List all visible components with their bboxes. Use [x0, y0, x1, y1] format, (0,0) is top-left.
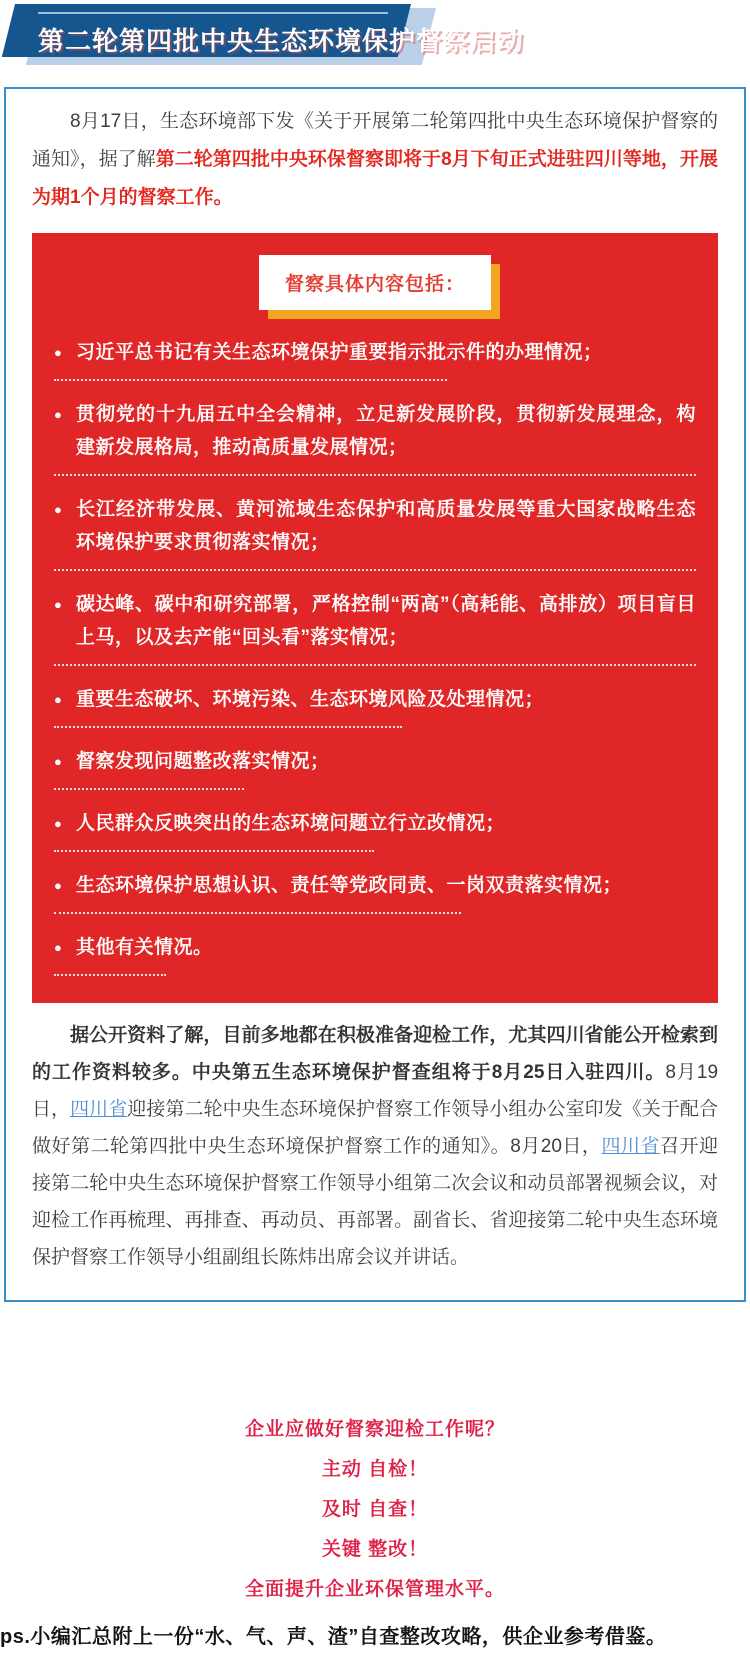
bullet-icon: ● [54, 597, 63, 612]
list-item [54, 493, 696, 571]
banner-top-line [38, 12, 388, 14]
list-item [54, 588, 696, 666]
list-item-text: 长江经济带发展、黄河流域生态保护和高质量发展等重大国家战略生态环境保护要求贯彻落实情况； [76, 499, 696, 553]
followup-paragraph [32, 1017, 718, 1276]
list-item [54, 683, 696, 728]
dotted-divider [54, 474, 696, 476]
list-item [54, 931, 696, 976]
ps-note: ps.小编汇总附上一份“水、气、声、渣”自查整改攻略，供企业参考借鉴。 [0, 1626, 667, 1648]
list-item [54, 807, 696, 852]
list-item-text: 人民群众反映突出的生态环境问题立行立改情况； [76, 813, 506, 834]
bullet-icon: ● [54, 816, 63, 831]
intro-highlight-red: 第二轮第四批中央环保督察即将于8月下旬正式进驻四川等地，开展为期1个月的督察工作。 [32, 149, 718, 208]
dotted-divider [54, 912, 461, 914]
list-item [54, 336, 696, 381]
dotted-divider [54, 569, 696, 571]
sichuan-province-link[interactable]: 四川省 [70, 1099, 128, 1120]
header-banner [0, 4, 750, 68]
dotted-divider [54, 788, 244, 790]
bullet-icon: ● [54, 754, 63, 769]
slogan-line: 企业应做好督察迎检工作呢？ [244, 1419, 505, 1440]
list-item-text: 其他有关情况。 [76, 937, 213, 958]
slogan-line: 主动 自检！ [321, 1459, 429, 1480]
followup-bold-text: 据公开资料了解，目前多地都在积极准备迎检工作，尤其四川省能公开检索到的工作资料较多。中央第五生态环境保护督查组将于8月25日入驻四川。 [32, 1025, 718, 1083]
bullet-icon: ● [54, 878, 63, 893]
followup-text-3: 召开迎接第二轮中央生态环境保护督察工作领导小组第二次会议和动员部署视频会议，对迎检工作再梳理、再排查、再动员、再部署。副省长、省迎接第二轮中央生态环境保护督察工作领导小组副组长陈炜出席会议并讲话。 [32, 1136, 718, 1268]
list-item-text: 重要生态破坏、环境污染、生态环境风险及处理情况； [76, 689, 545, 710]
inspection-box-title: 督察具体内容包括： [259, 255, 491, 310]
slogan-line: 全面提升企业环保管理水平。 [244, 1579, 505, 1600]
intro-paragraph [32, 103, 718, 217]
followup-text-2: 迎接第二轮中央生态环境保护督察工作领导小组办公室印发《关于配合做好第二轮第四批中央生态环境保护督察工作的通知》。8月20日， [32, 1099, 718, 1157]
dotted-divider [54, 664, 696, 666]
list-item-text: 生态环境保护思想认识、责任等党政同责、一岗双责落实情况； [76, 875, 623, 896]
dotted-divider [54, 379, 447, 381]
page-title: 第二轮第四批中央生态环境保护督察启动 [38, 26, 525, 56]
list-item-text: 碳达峰、碳中和研究部署，严格控制“两高”（高耗能、高排放）项目盲目上马，以及去产能“回头看”落实情况； [76, 594, 696, 648]
list-item-text: 贯彻党的十九届五中全会精神，立足新发展阶段，贯彻新发展理念，构建新发展格局，推动高质量发展情况； [76, 404, 696, 458]
list-item-text: 督察发现问题整改落实情况； [76, 751, 330, 772]
dotted-divider [54, 850, 374, 852]
list-item-text: 习近平总书记有关生态环境保护重要指示批示件的办理情况； [76, 342, 603, 363]
dotted-divider [54, 974, 166, 976]
inspection-content-box [32, 233, 718, 1003]
bullet-icon: ● [54, 692, 63, 707]
bullet-icon: ● [54, 407, 63, 422]
article-box [4, 87, 746, 1302]
bullet-icon: ● [54, 940, 63, 955]
inspection-items-list [54, 336, 696, 976]
sichuan-province-link[interactable]: 四川省 [601, 1136, 660, 1157]
bullet-icon: ● [54, 502, 63, 517]
list-item [54, 398, 696, 476]
list-item [54, 869, 696, 914]
slogan-line: 及时 自查！ [321, 1499, 429, 1520]
slogan-block [0, 1410, 750, 1610]
list-item [54, 745, 696, 790]
bullet-icon: ● [54, 345, 63, 360]
followup-text-1: 8月19日， [32, 1062, 719, 1120]
intro-text: 8月17日，生态环境部下发《关于开展第二轮第四批中央生态环境保护督察的通知》，据了解 [32, 111, 718, 170]
dotted-divider [54, 726, 402, 728]
slogan-line: 关键 整改！ [321, 1539, 429, 1560]
